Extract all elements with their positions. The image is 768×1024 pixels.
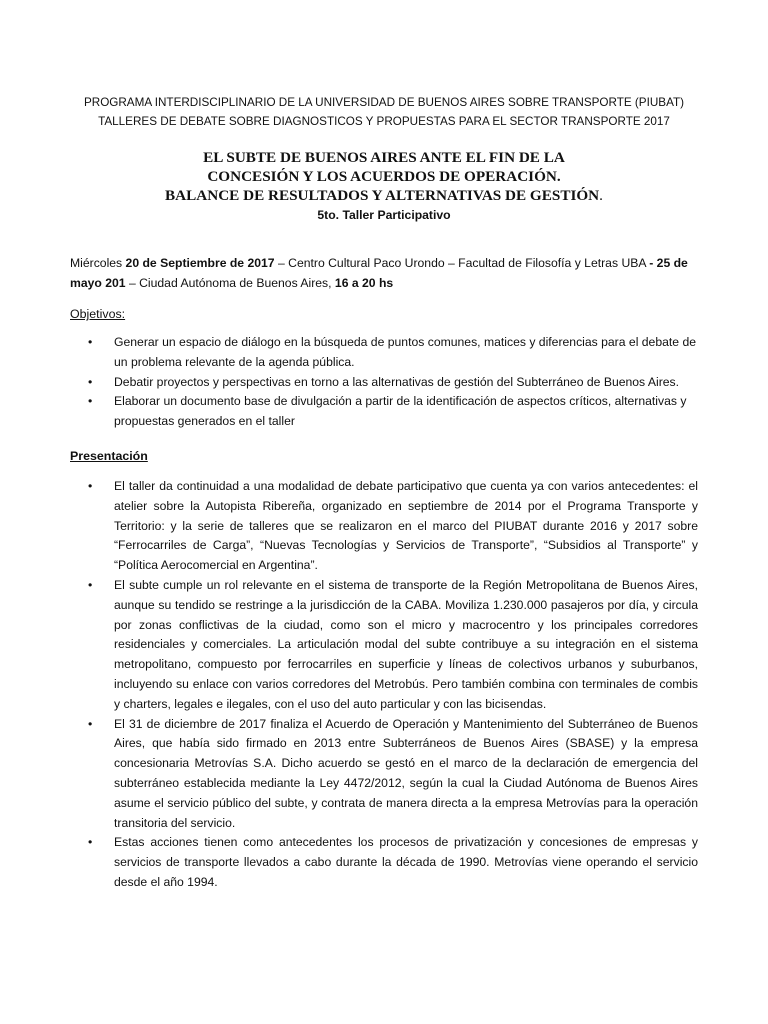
list-item	[70, 715, 698, 834]
presentacion-list	[70, 477, 698, 893]
objetivos-heading: Objetivos:	[70, 307, 126, 321]
list-item-text: Debatir proyectos y perspectivas en torno a las alternativas de gestión del Subterráneo de Buenos Aires.	[114, 374, 680, 389]
program-name: PROGRAMA INTERDISCIPLINARIO DE LA UNIVERSIDAD DE BUENOS AIRES SOBRE TRANSPORTE (PIUBAT)	[83, 96, 685, 109]
list-item	[70, 392, 698, 432]
list-item-text: El taller da continuidad a una modalidad de debate participativo que cuenta ya con varios antecedentes: el atelier sobre la Autopista Ribereña, organizado en septiembre de 2014 por el Programa Transporte y Territorio: y la serie de talleres que se realizaron en el marco del PIUBAT durante 2016 y 2017 sobre “Ferrocarriles de Carga”, “Nuevas Tecnologías y Servicios de Transporte”, “Subsidios al Transporte” y “Política Aerocomercial en Argentina”.	[114, 478, 698, 573]
bullet-icon: •	[88, 335, 93, 349]
event-hours: 16 a 20 hs	[334, 276, 394, 290]
bullet-icon: •	[88, 478, 93, 493]
title-line-3-period: .	[599, 187, 603, 204]
program-header	[70, 93, 698, 131]
event-day: Miércoles	[70, 256, 126, 270]
bullet-icon: •	[88, 374, 93, 389]
title-line-3	[70, 186, 698, 205]
document-title	[70, 148, 698, 205]
title-line-3-text: BALANCE DE RESULTADOS Y ALTERNATIVAS DE GESTIÓN	[165, 187, 600, 204]
workshop-series: TALLERES DE DEBATE SOBRE DIAGNOSTICOS Y PROPUESTAS PARA EL SECTOR TRANSPORTE 2017	[98, 115, 670, 128]
bullet-icon: •	[88, 577, 93, 592]
list-item-text: Elaborar un documento base de divulgación a partir de la identificación de aspectos críticos, alternativas y propuestas generados en el taller	[114, 394, 687, 429]
title-line-2: CONCESIÓN Y LOS ACUERDOS DE OPERACIÓN.	[207, 168, 561, 185]
list-item	[70, 576, 698, 715]
event-venue: – Centro Cultural Paco Urondo – Facultad de Filosofía y Letras UBA	[274, 256, 650, 270]
document-subtitle: 5to. Taller Participativo	[317, 208, 451, 222]
title-line-1: EL SUBTE DE BUENOS AIRES ANTE EL FIN DE LA	[203, 149, 565, 166]
list-item-text: El 31 de diciembre de 2017 finaliza el Acuerdo de Operación y Mantenimiento del Subterráneo de Buenos Aires, que había sido firmado en 2013 entre Subterráneos de Buenos Aires (SBASE) y la empresa concesionaria Metrovías S.A. Dicho acuerdo se gestó en el marco de la declaración de emergencia del subterráneo establecida mediante la Ley 4472/2012, según la cual la Ciudad Autónoma de Buenos Aires asume el servicio público del subte, y contrata de manera directa a la empresa Metrovías para la operación transitoria del servicio.	[114, 716, 698, 830]
list-item-text: Estas acciones tienen como antecedentes los procesos de privatización y concesiones de empresas y servicios de transporte llevados a cabo durante la década de 1990. Metrovías viene operando el servicio desde el año 1994.	[114, 835, 698, 889]
bullet-icon: •	[88, 835, 93, 850]
list-item	[70, 333, 698, 373]
list-item	[70, 373, 698, 393]
presentacion-heading: Presentación	[70, 448, 148, 463]
bullet-icon: •	[88, 716, 93, 731]
objetivos-list	[70, 333, 698, 432]
bullet-icon: •	[88, 394, 93, 409]
event-city: – Ciudad Autónoma de Buenos Aires,	[125, 276, 335, 290]
event-details	[70, 253, 698, 293]
list-item-text: Generar un espacio de diálogo en la búsqueda de puntos comunes, matices y diferencias para el debate de un problema relevante de la agenda pública.	[114, 335, 697, 369]
list-item	[70, 833, 698, 892]
list-item-text: El subte cumple un rol relevante en el sistema de transporte de la Región Metropolitana de Buenos Aires, aunque su tendido se restringe a la jurisdicción de la CABA. Moviliza 1.230.000 pasajeros por día, y circula por zonas conflictivas de la ciudad, como son el micro y macrocentro y los principales corredores residenciales y comerciales. La articulación modal del subte contribuye a su integración en el sistema metropolitano, compuesto por ferrocarriles en superficie y líneas de colectivos urbanos y suburbanos, incluyendo su enlace con varios corredores del Metrobús. Pero también combina con terminales de combis y charters, legales e ilegales, con el uso del auto particular y con las bicisendas.	[114, 577, 698, 711]
list-item	[70, 477, 698, 576]
event-date: 20 de Septiembre de 2017	[125, 256, 275, 270]
event-address: - 25 de mayo 201	[70, 256, 688, 290]
